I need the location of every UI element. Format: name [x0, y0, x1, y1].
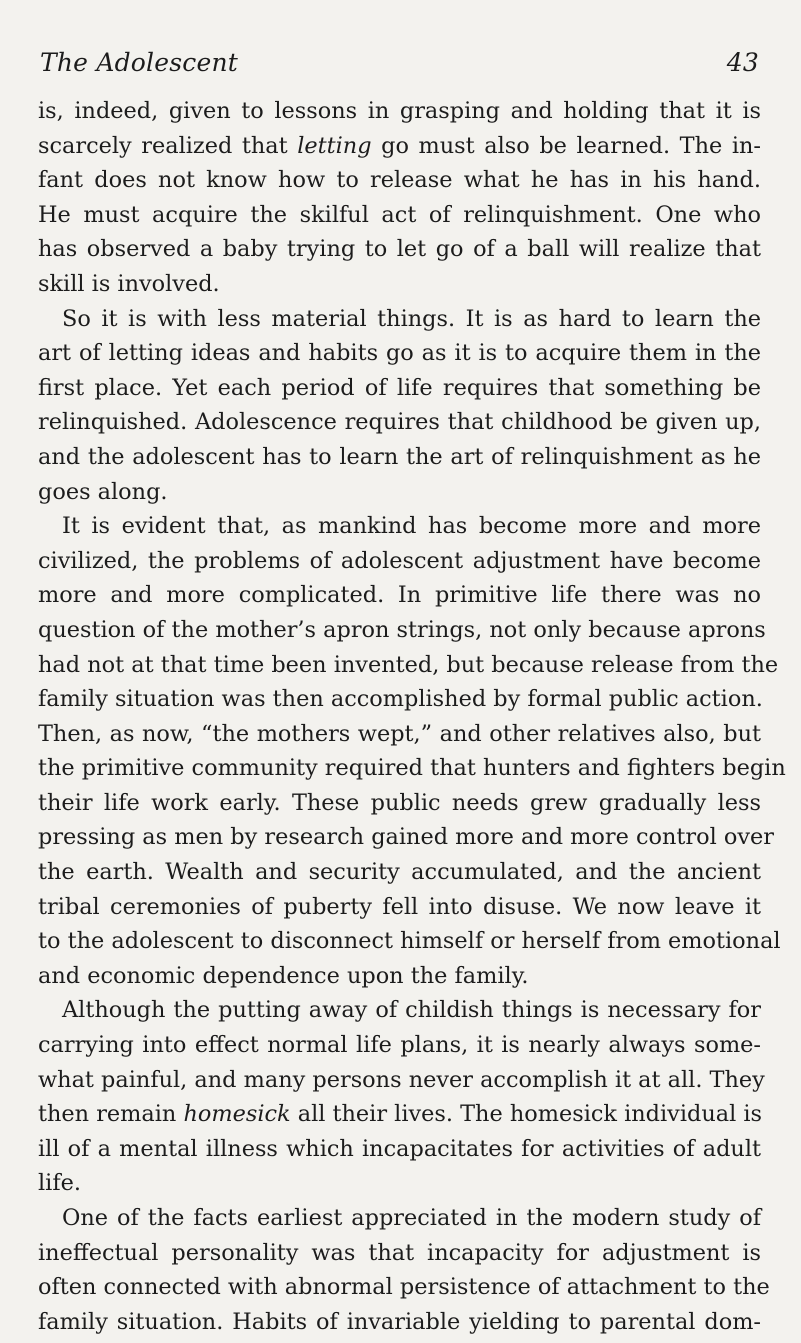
body-text — [38, 94, 786, 1339]
text-line: first place. Yet each period of life requires that something be — [38, 374, 761, 401]
text-line: skill is involved. — [38, 270, 220, 297]
text-line: often connected with abnormal persistence of attachment to the — [38, 1274, 770, 1301]
text-line: the primitive community required that hunters and fighters begin — [38, 755, 786, 782]
text-line: more and more complicated. In primitive life there was no — [38, 582, 761, 609]
text-line: to the adolescent to disconnect himself or herself from emotional — [38, 928, 781, 955]
text-line: and economic dependence upon the family. — [38, 962, 529, 989]
text-line: It is evident that, as mankind has become more and more — [62, 513, 761, 540]
text-line: tribal ceremonies of puberty fell into disuse. We now leave it — [38, 893, 761, 920]
text-line: carrying into effect normal life plans, it is nearly always some- — [38, 1032, 761, 1059]
text-line: He must acquire the skilful act of relinquishment. One who — [38, 201, 761, 228]
text-line: is, indeed, given to lessons in grasping and holding that it is — [38, 98, 761, 124]
text-line: then remain homesick all their lives. The homesick individual is — [38, 1101, 763, 1128]
text-line: what painful, and many persons never accomplish it at all. They — [38, 1066, 765, 1093]
text-line: fant does not know how to release what he has in his hand. — [38, 167, 761, 194]
running-title: The Adolescent — [40, 48, 238, 77]
page-header — [40, 48, 759, 77]
text-line: scarcely realized that letting go must also be learned. The in- — [38, 132, 761, 159]
text-line: the earth. Wealth and security accumulated, and the ancient — [38, 859, 761, 886]
text-line: civilized, the problems of adolescent adjustment have become — [38, 547, 761, 574]
text-line: So it is with less material things. It is as hard to learn the — [62, 305, 761, 332]
text-line: their life work early. These public needs grew gradually less — [38, 789, 761, 816]
text-line: One of the facts earliest appreciated in the modern study of — [62, 1205, 761, 1231]
text-line: family situation. Habits of invariable yielding to parental dom- — [38, 1308, 761, 1335]
text-line: had not at that time been invented, but because release from the — [38, 651, 779, 678]
text-line: goes along. — [38, 478, 168, 505]
text-line: pressing as men by research gained more and more control over — [38, 824, 774, 851]
text-line: and the adolescent has to learn the art of relinquishment as he — [38, 443, 761, 470]
text-line: has observed a baby trying to let go of a ball will realize that — [38, 236, 761, 263]
text-line: relinquished. Adolescence requires that childhood be given up, — [38, 409, 761, 436]
text-line: family situation was then accomplished by formal public action. — [38, 686, 763, 713]
text-line: art of letting ideas and habits go as it is to acquire them in the — [38, 340, 761, 367]
text-line: life. — [38, 1170, 81, 1197]
text-line: question of the mother’s apron strings, not only because aprons — [38, 616, 766, 643]
text-line: Then, as now, “the mothers wept,” and other relatives also, but — [38, 720, 761, 747]
text-line: ineffectual personality was that incapacity for adjustment is — [38, 1239, 761, 1266]
page-number: 43 — [726, 48, 759, 77]
text-line: ill of a mental illness which incapacitates for activities of adult — [38, 1135, 761, 1162]
text-line: Although the putting away of childish things is necessary for — [62, 997, 761, 1024]
